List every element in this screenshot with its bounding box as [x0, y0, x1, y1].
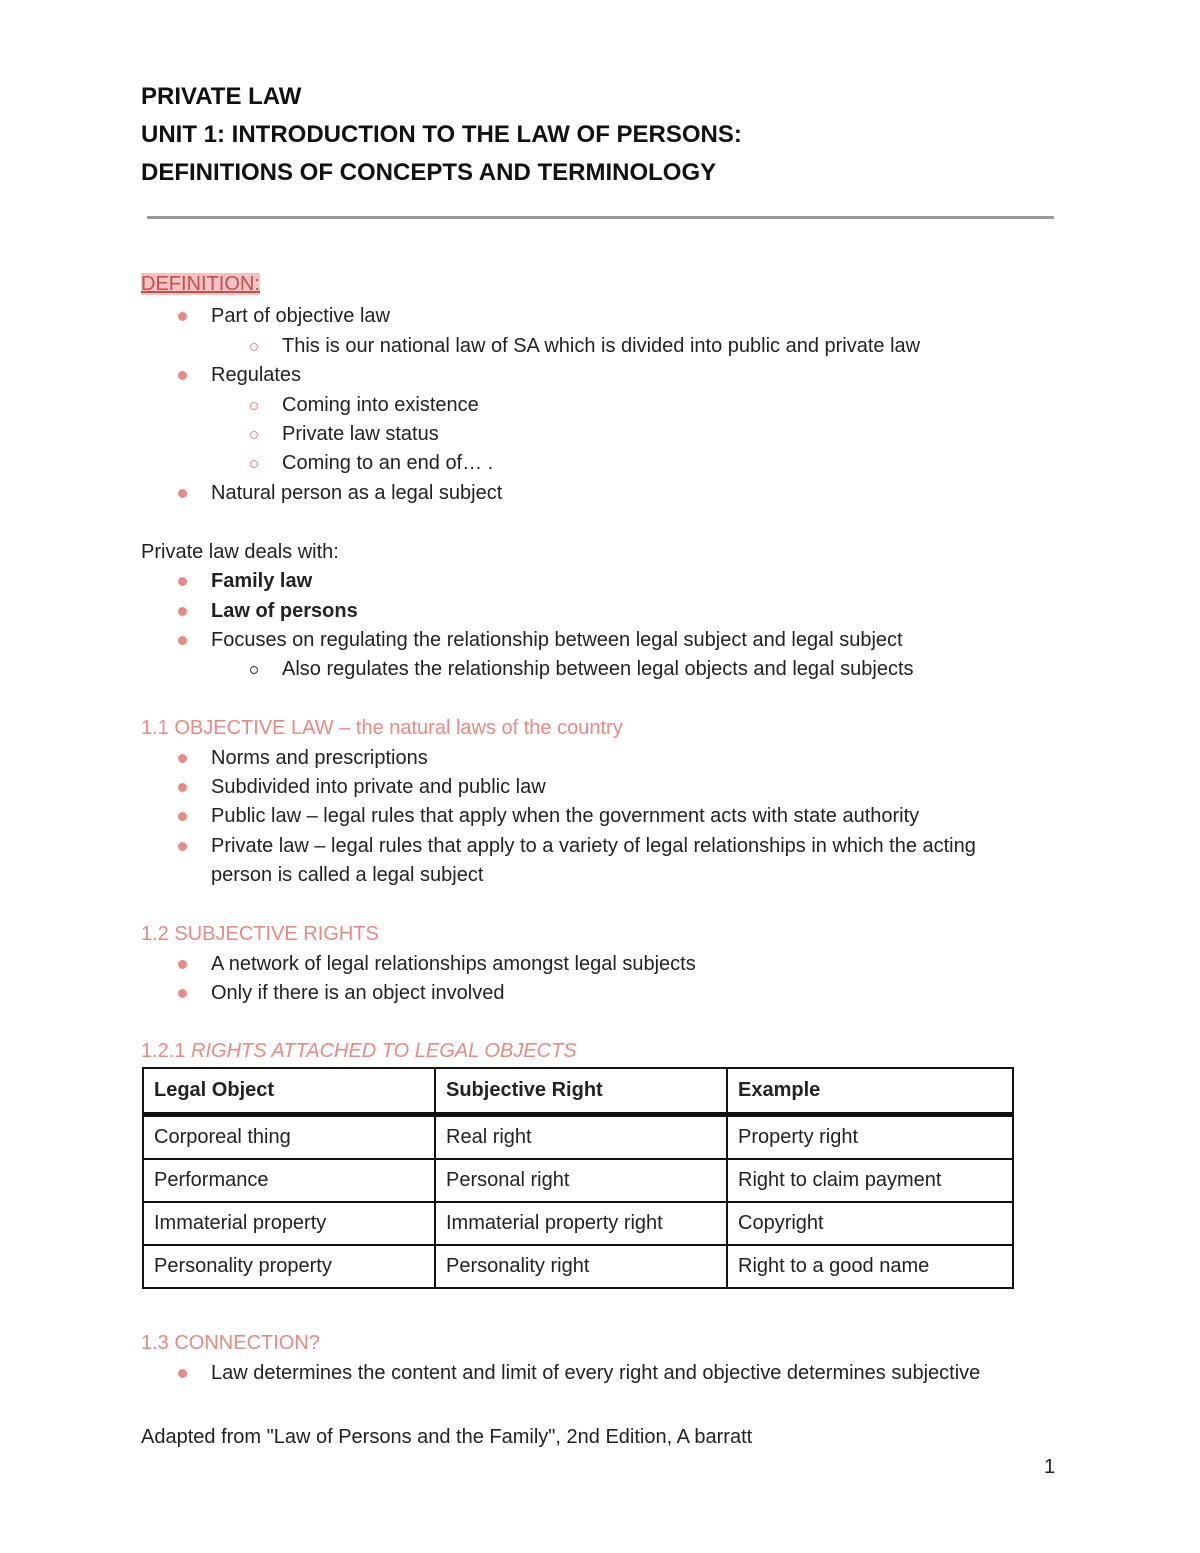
subjective-rights-bullet-2: Only if there is an object involved — [211, 982, 505, 1004]
table-cell: Personality property — [143, 1245, 435, 1288]
bullet-icon — [178, 1369, 187, 1378]
table-cell: Corporeal thing — [143, 1115, 435, 1160]
objective-law-bullet-3: Public law – legal rules that apply when the government acts with state authority — [211, 805, 920, 827]
table-header-row — [143, 1068, 1013, 1115]
table-cell: Immaterial property right — [435, 1202, 727, 1245]
rights-table — [142, 1067, 1014, 1289]
bullet-icon — [178, 312, 187, 321]
unit-title: UNIT 1: INTRODUCTION TO THE LAW OF PERSONS: — [141, 121, 742, 148]
doc-title: PRIVATE LAW — [141, 83, 302, 110]
private-law-bullet-2: Law of persons — [211, 600, 358, 622]
bullet-icon — [178, 842, 187, 851]
page-number: 1 — [1044, 1456, 1056, 1478]
definition-bullet-3: Natural person as a legal subject — [211, 482, 503, 504]
table-cell: Right to claim payment — [727, 1159, 1013, 1202]
table-cell: Performance — [143, 1159, 435, 1202]
private-law-sub-1: Also regulates the relationship between legal objects and legal subjects — [282, 658, 914, 680]
table-cell: Personal right — [435, 1159, 727, 1202]
definition-label: DEFINITION: — [141, 273, 260, 295]
private-law-bullet-1: Family law — [211, 570, 313, 592]
table-cell: Copyright — [727, 1202, 1013, 1245]
private-law-bullet-3: Focuses on regulating the relationship between legal subject and legal subject — [211, 629, 903, 651]
objective-law-bullet-1: Norms and prescriptions — [211, 747, 428, 769]
objective-law-bullet-4b: person is called a legal subject — [211, 864, 484, 886]
objective-law-heading: 1.1 OBJECTIVE LAW – the natural laws of the country — [141, 717, 623, 739]
bullet-icon — [178, 636, 187, 645]
table-cell: Real right — [435, 1115, 727, 1160]
bullet-icon — [178, 960, 187, 969]
definition-sub-1: This is our national law of SA which is divided into public and private law — [282, 335, 921, 357]
source-note: Adapted from "Law of Persons and the Family", 2nd Edition, A barratt — [141, 1426, 753, 1448]
sub-bullet-icon — [250, 343, 258, 351]
horizontal-divider — [147, 216, 1054, 219]
table-cell: Right to a good name — [727, 1245, 1013, 1288]
private-law-intro: Private law deals with: — [141, 541, 339, 563]
definition-sub-2b: Private law status — [282, 423, 439, 445]
column-header: Legal Object — [143, 1068, 435, 1115]
subjective-rights-heading: 1.2 SUBJECTIVE RIGHTS — [141, 923, 379, 945]
objective-law-bullet-2: Subdivided into private and public law — [211, 776, 546, 798]
definition-sub-2a: Coming into existence — [282, 394, 479, 416]
bullet-icon — [178, 577, 187, 586]
sub-bullet-icon — [250, 431, 258, 439]
sub-bullet-icon — [250, 402, 258, 410]
table-row — [143, 1159, 1013, 1202]
bullet-icon — [178, 783, 187, 792]
table-row — [143, 1115, 1013, 1160]
table-row — [143, 1245, 1013, 1288]
table-cell: Immaterial property — [143, 1202, 435, 1245]
unit-subtitle: DEFINITIONS OF CONCEPTS AND TERMINOLOGY — [141, 159, 717, 186]
connection-heading: 1.3 CONNECTION? — [141, 1332, 320, 1354]
definition-bullet-2: Regulates — [211, 364, 302, 386]
objective-law-bullet-4a: Private law – legal rules that apply to a variety of legal relationships in which the acting — [211, 835, 976, 857]
bullet-icon — [178, 989, 187, 998]
column-header: Example — [727, 1068, 1013, 1115]
column-header: Subjective Right — [435, 1068, 727, 1115]
subjective-rights-bullet-1: A network of legal relationships amongst legal subjects — [211, 953, 696, 975]
table-row — [143, 1202, 1013, 1245]
connection-bullet-1: Law determines the content and limit of every right and objective determines subjective — [211, 1362, 981, 1384]
rights-table-heading: 1.2.1 RIGHTS ATTACHED TO LEGAL OBJECTS — [141, 1040, 577, 1062]
definition-sub-2c: Coming to an end of… . — [282, 452, 494, 474]
bullet-icon — [178, 754, 187, 763]
bullet-icon — [178, 371, 187, 380]
table-cell: Personality right — [435, 1245, 727, 1288]
bullet-icon — [178, 812, 187, 821]
sub-bullet-icon — [250, 666, 258, 674]
table-cell: Property right — [727, 1115, 1013, 1160]
sub-bullet-icon — [250, 460, 258, 468]
bullet-icon — [178, 607, 187, 616]
definition-bullet-1: Part of objective law — [211, 305, 390, 327]
bullet-icon — [178, 489, 187, 498]
